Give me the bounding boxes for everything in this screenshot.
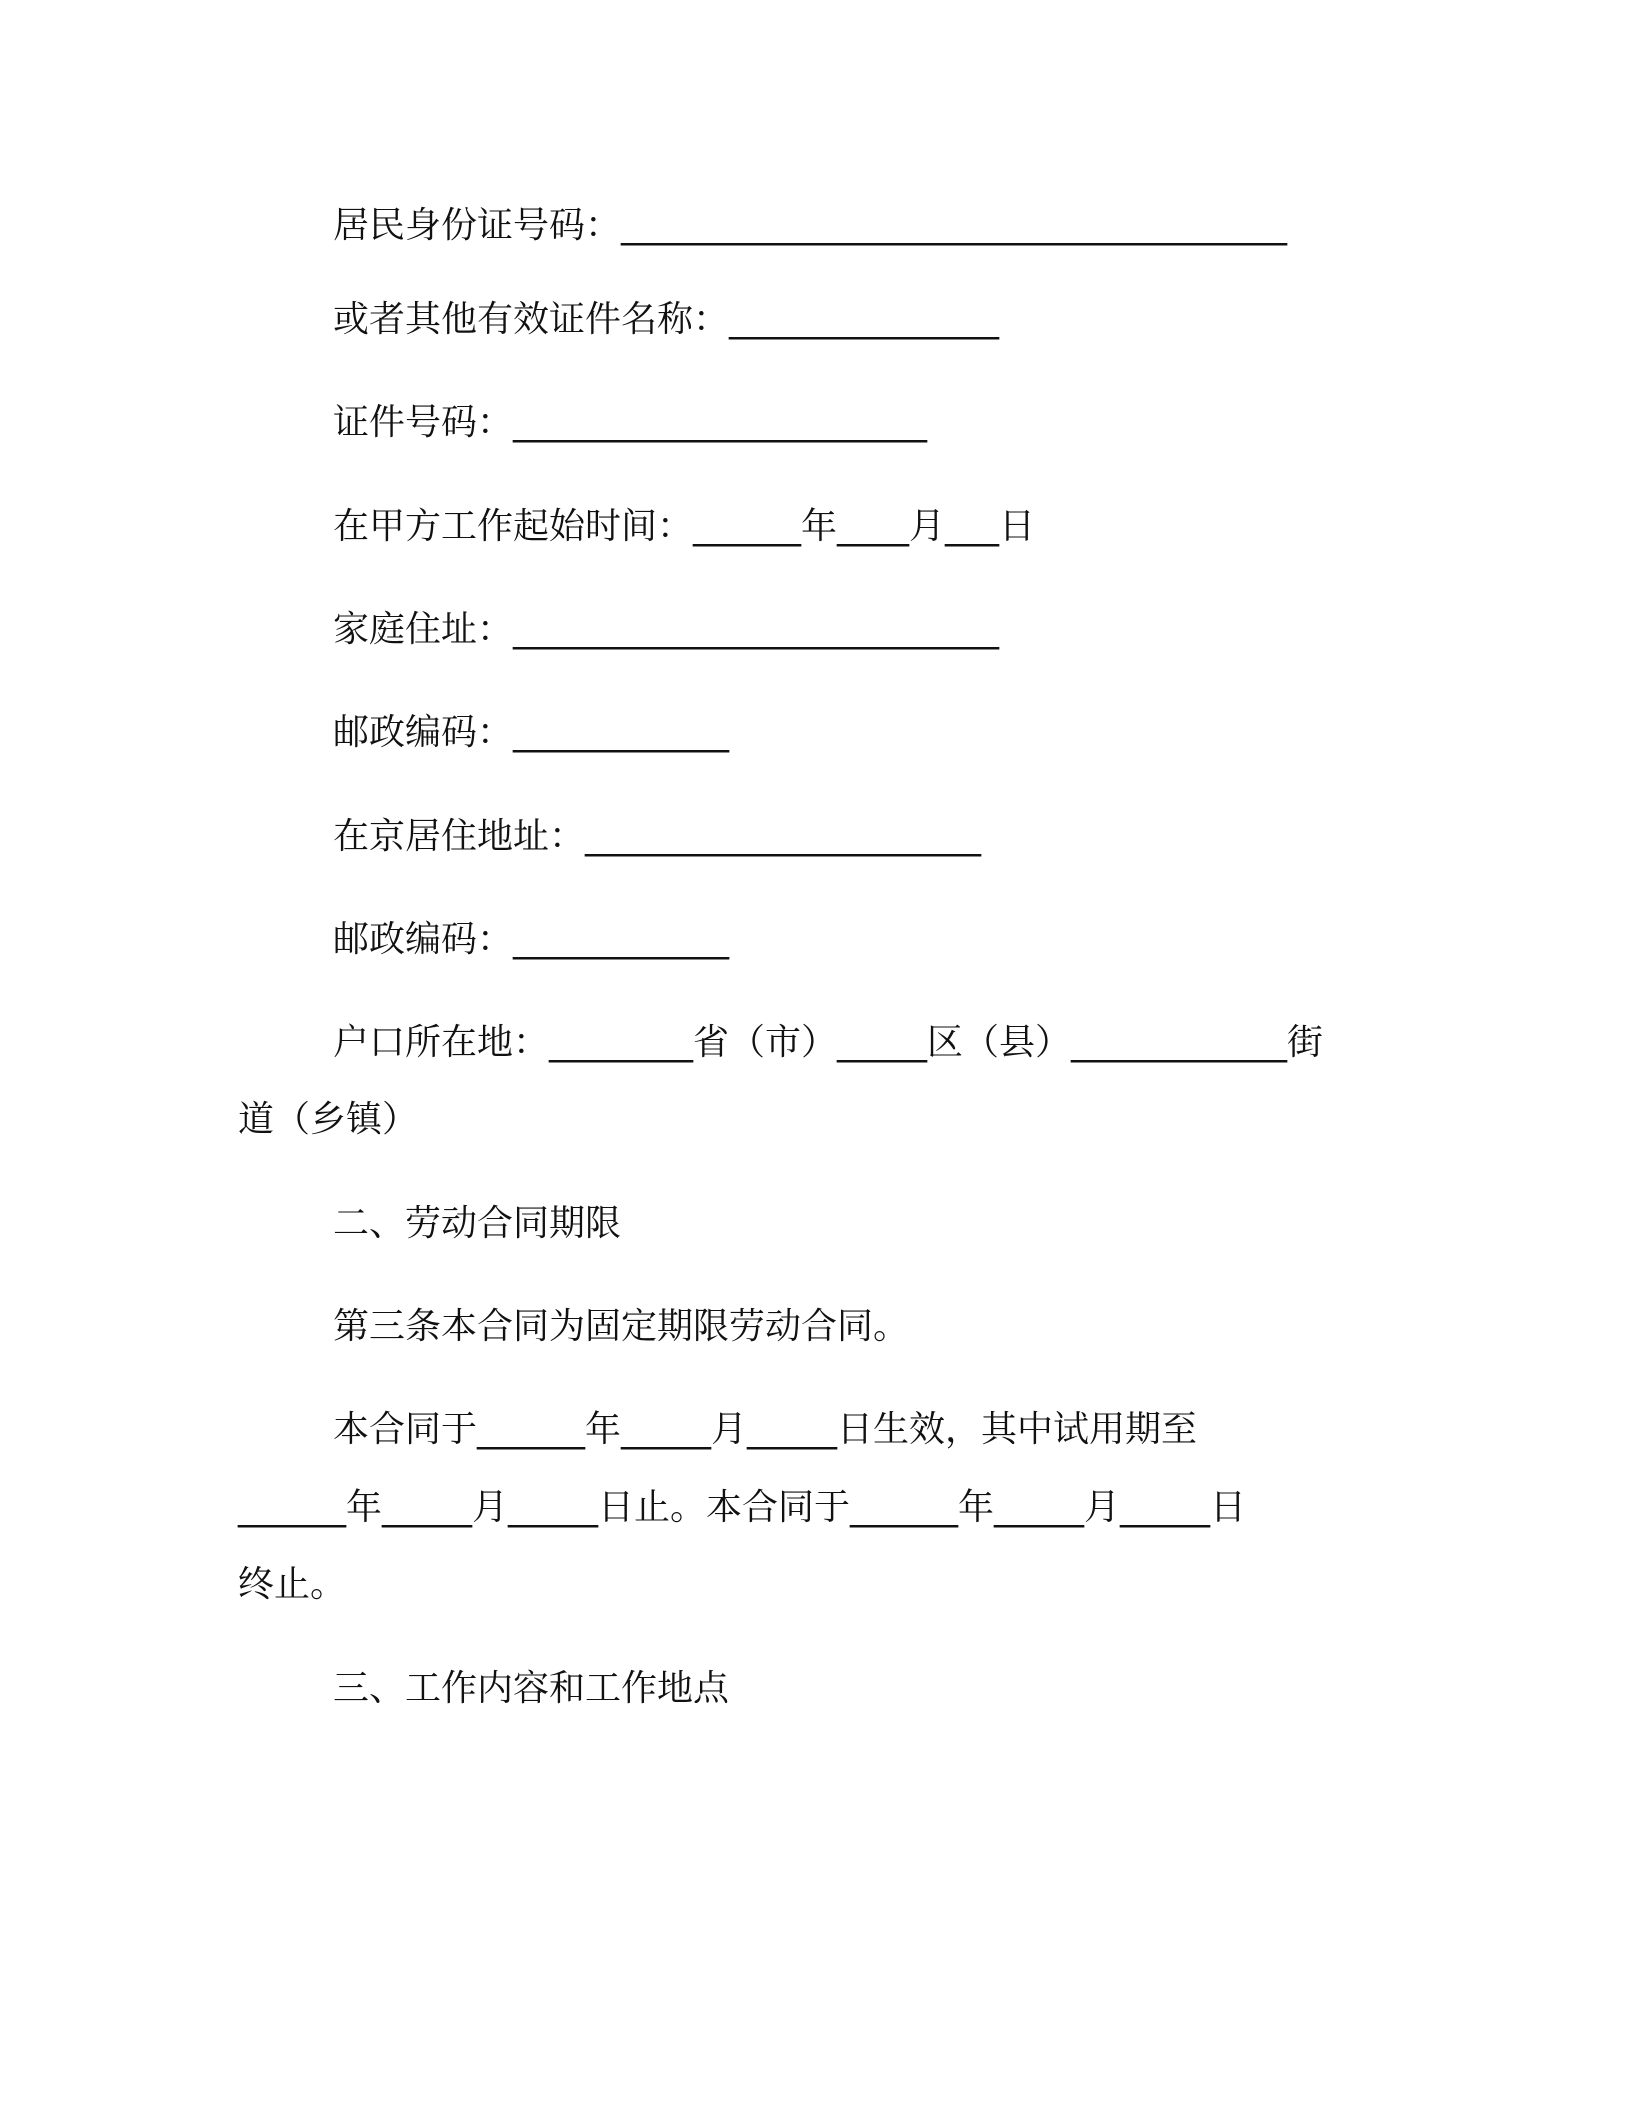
id-doc-number-field: 证件号码：_______________________ — [333, 402, 928, 443]
postal-code-field-2: 邮政编码：____________ — [333, 919, 730, 960]
start-date-field: 在甲方工作起始时间：______年____月___日 — [333, 506, 1036, 547]
termination-line: 终止。 — [238, 1564, 347, 1605]
postal-code-field-1: 邮政编码：____________ — [333, 712, 730, 753]
beijing-address-field: 在京居住地址：______________________ — [333, 816, 982, 857]
section-heading-contract-term: 二、劳动合同期限 — [333, 1203, 622, 1244]
other-id-name-field: 或者其他有效证件名称：_______________ — [333, 299, 1000, 340]
probation-end-line: ______年_____月_____日止。本合同于______年_____月_____日 — [238, 1487, 1247, 1528]
section-heading-work-content: 三、工作内容和工作地点 — [333, 1668, 730, 1709]
effective-date-line: 本合同于______年_____月_____日生效，其中试用期至 — [333, 1409, 1198, 1450]
article-3-text: 第三条本合同为固定期限劳动合同。 — [333, 1306, 910, 1347]
home-address-field: 家庭住址：___________________________ — [333, 609, 1000, 650]
hukou-location-field: 户口所在地：________省（市）_____区（县）____________街 — [333, 1022, 1324, 1063]
hukou-location-continued: 道（乡镇） — [238, 1099, 419, 1140]
id-number-field: 居民身份证号码：_____________________________________ — [333, 205, 1288, 246]
